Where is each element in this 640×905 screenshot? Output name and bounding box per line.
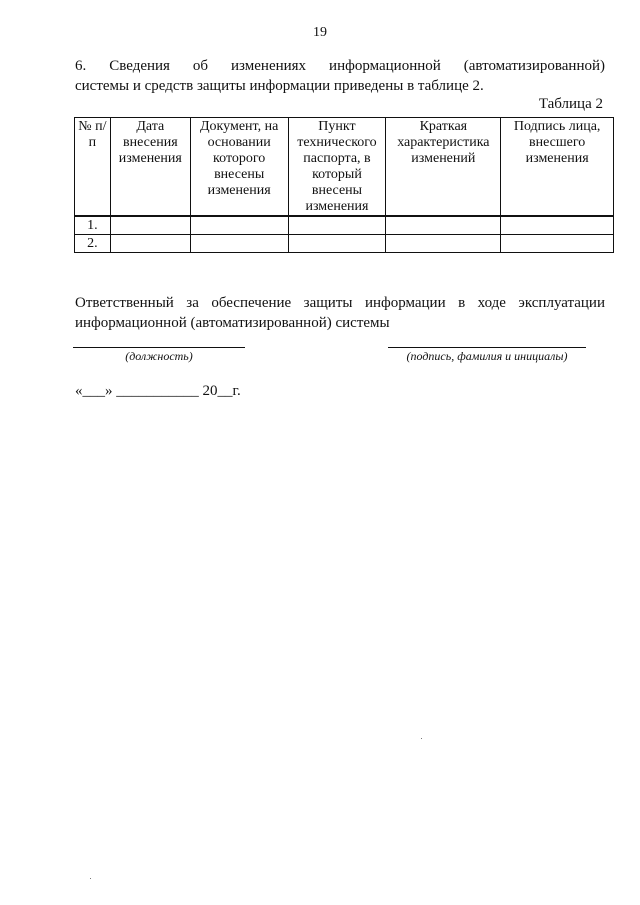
- table-row: [75, 216, 614, 235]
- position-caption: (должность): [125, 349, 193, 363]
- table-cell: [190, 235, 288, 253]
- name-caption: (подпись, фамилия и инициалы): [406, 349, 568, 363]
- table-cell: 1.: [75, 216, 111, 235]
- table-header-row: [75, 118, 614, 217]
- section-text-line-1: 6. Сведения об изменениях информационной (автоматизированной): [75, 58, 605, 74]
- header-description: Краткая характеристика изменений: [386, 118, 501, 217]
- table-cell: [501, 235, 614, 253]
- table-row: [75, 235, 614, 253]
- name-signature-line: [388, 347, 586, 348]
- table-cell: [288, 235, 386, 253]
- changes-table: [74, 117, 614, 253]
- header-document: Документ, на основании которого внесены изменения: [190, 118, 288, 217]
- table-cell: [288, 216, 386, 235]
- header-signature: Подпись лица, внесшего изменения: [501, 118, 614, 217]
- responsible-text-line-1: Ответственный за обеспечение защиты информации в ходе эксплуатации: [75, 295, 605, 311]
- position-signature-line: [73, 347, 245, 348]
- table-cell: [110, 216, 190, 235]
- header-number: № п/п: [75, 118, 111, 217]
- header-passport-item: Пункт технического паспорта, в который внесены изменения: [288, 118, 386, 217]
- table-cell: 2.: [75, 235, 111, 253]
- header-date: Дата внесения изменения: [110, 118, 190, 217]
- page-number: 19: [313, 25, 327, 40]
- table-cell: [386, 235, 501, 253]
- table-cell: [386, 216, 501, 235]
- section-text-line-2: системы и средств защиты информации приведены в таблице 2.: [75, 78, 484, 94]
- table-cell: [110, 235, 190, 253]
- date-line: «___» ___________ 20__г.: [75, 383, 241, 399]
- table-caption: Таблица 2: [538, 96, 603, 112]
- scan-speck: [90, 878, 91, 879]
- responsible-text-line-2: информационной (автоматизированной) системы: [75, 315, 390, 331]
- table-cell: [501, 216, 614, 235]
- scan-speck: [421, 738, 422, 739]
- table-cell: [190, 216, 288, 235]
